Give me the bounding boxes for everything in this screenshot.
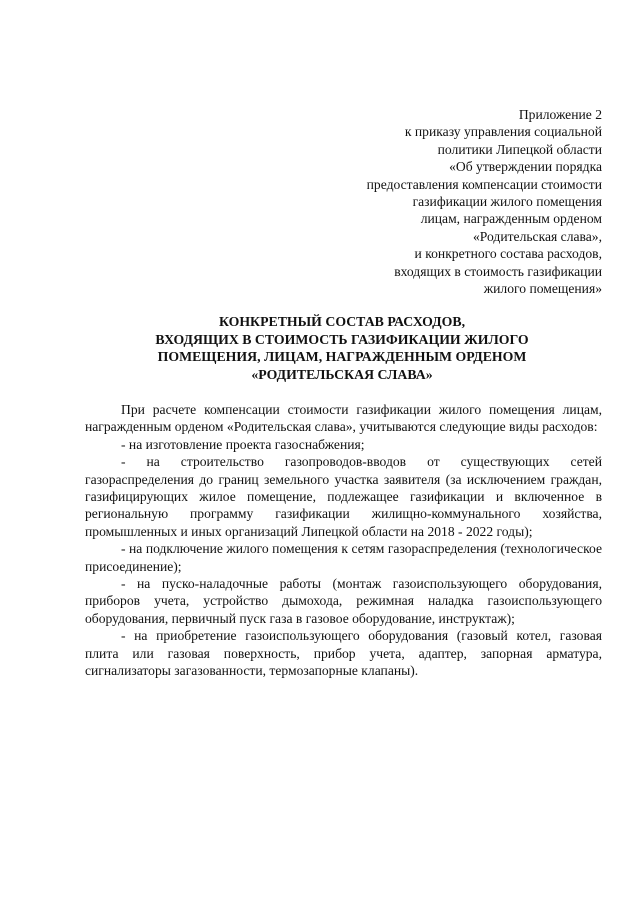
- document-title: [80, 313, 604, 383]
- appendix-line: жилого помещения»: [483, 281, 602, 297]
- appendix-line: «Родительская слава»,: [472, 228, 602, 244]
- appendix-line: политики Липецкой области: [437, 141, 602, 157]
- list-item: - на изготовление проекта газоснабжения;: [121, 436, 365, 452]
- appendix-line: к приказу управления социальной: [404, 124, 602, 140]
- title-line: «РОДИТЕЛЬСКАЯ СЛАВА»: [251, 366, 433, 382]
- list-item: - на подключение жилого помещения к сетям газораспределения (технологическое присоединение);: [85, 541, 602, 574]
- title-line: КОНКРЕТНЫЙ СОСТАВ РАСХОДОВ,: [218, 314, 466, 329]
- list-item: - на строительство газопроводов-вводов от существующих сетей газораспределения до границ земельного участка заявителя (за исключением граждан, газифицирующих жилое помещение, подлежащее газификации и включенное в региональную программу газификации жилищно-коммунального хозяйства, промышленных и иных организаций Липецкой области на 2018 - 2022 годы);: [85, 454, 602, 539]
- appendix-line: газификации жилого помещения: [412, 194, 602, 210]
- appendix-line: и конкретного состава расходов,: [414, 246, 602, 262]
- appendix-header: [302, 106, 602, 297]
- appendix-line: предоставления компенсации стоимости: [366, 176, 602, 192]
- appendix-line: входящих в стоимость газификации: [394, 263, 602, 279]
- document-body: [85, 401, 602, 680]
- title-line: ВХОДЯЩИХ В СТОИМОСТЬ ГАЗИФИКАЦИИ ЖИЛОГО: [155, 331, 529, 347]
- title-line: ПОМЕЩЕНИЯ, ЛИЦАМ, НАГРАЖДЕННЫМ ОРДЕНОМ: [157, 349, 527, 364]
- appendix-line: лицам, награжденным орденом: [420, 211, 602, 227]
- appendix-line: «Об утверждении порядка: [449, 159, 602, 175]
- list-item: - на приобретение газоиспользующего оборудования (газовый котел, газовая плита или газовая поверхность, прибор учета, адаптер, запорная арматура, сигнализаторы загазованности, термозапорные клапаны).: [85, 628, 602, 679]
- list-item: - на пуско-наладочные работы (монтаж газоиспользующего оборудования, приборов учета, устройство дымохода, режимная наладка газоиспользующего оборудования, первичный пуск газа в газовое оборудование, инструктаж);: [85, 576, 602, 626]
- appendix-line: Приложение 2: [518, 107, 602, 122]
- intro-paragraph: При расчете компенсации стоимости газификации жилого помещения лицам, награжденным орденом «Родительская слава», учитываются следующие виды расходов:: [85, 402, 602, 435]
